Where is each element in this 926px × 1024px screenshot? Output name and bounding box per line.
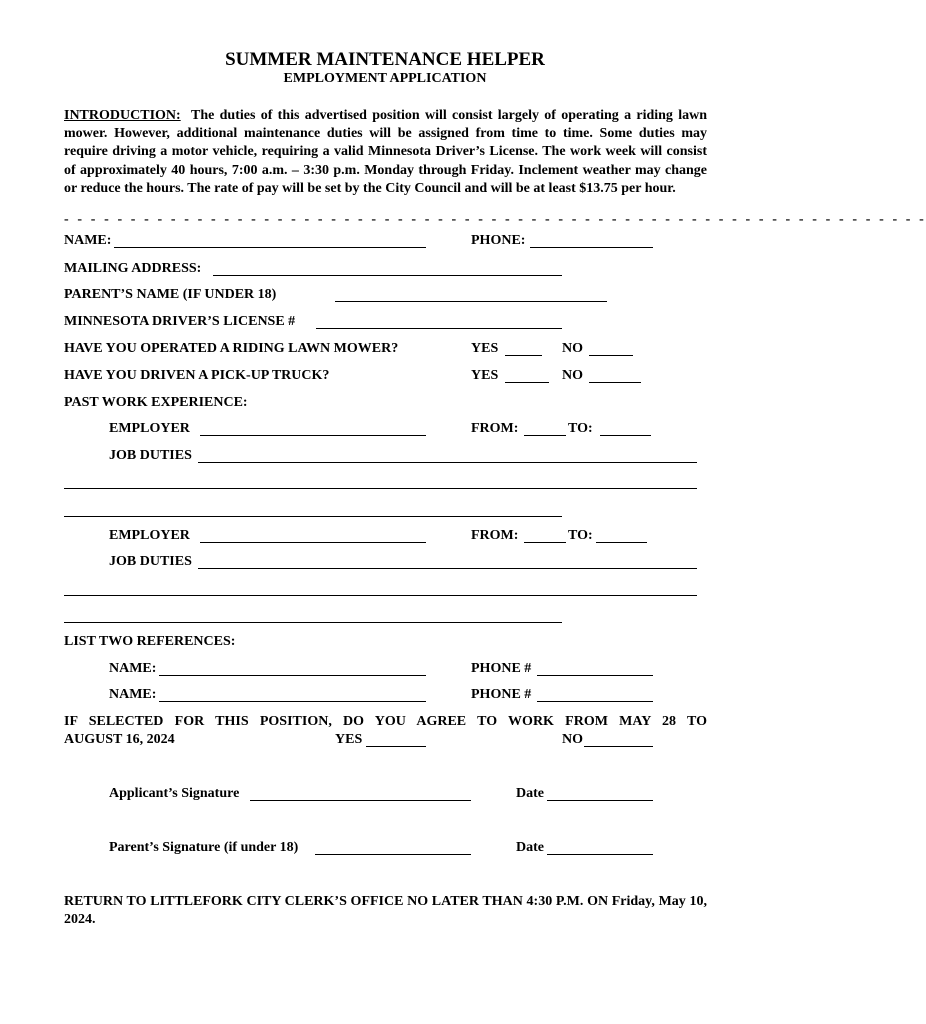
employer-1-to-field[interactable] bbox=[600, 435, 651, 436]
drivers-license-field[interactable] bbox=[316, 328, 562, 329]
employer-1-field[interactable] bbox=[200, 435, 426, 436]
job-duties-2-line-2[interactable] bbox=[64, 595, 697, 596]
document-subtitle: EMPLOYMENT APPLICATION bbox=[283, 71, 487, 86]
job-duties-2-line-3[interactable] bbox=[64, 622, 562, 623]
parent-date-label: Date bbox=[516, 840, 544, 855]
agreement-no-label: NO bbox=[562, 732, 583, 747]
phone-field[interactable] bbox=[530, 247, 653, 248]
parent-signature-field[interactable] bbox=[315, 854, 471, 855]
mailing-address-field[interactable] bbox=[213, 275, 562, 276]
mower-no-label: NO bbox=[562, 341, 583, 356]
employer-1-from-label: FROM: bbox=[471, 421, 519, 436]
mower-yes-field[interactable] bbox=[505, 355, 542, 356]
agreement-question-dates: AUGUST 16, 2024 bbox=[64, 732, 175, 747]
applicant-date-label: Date bbox=[516, 786, 544, 801]
mower-question: HAVE YOU OPERATED A RIDING LAWN MOWER? bbox=[64, 341, 399, 356]
return-instructions: RETURN TO LITTLEFORK CITY CLERK’S OFFICE NO LATER THAN 4:30 P.M. ON Friday, May 10, 2024. bbox=[64, 894, 707, 927]
agreement-no-field[interactable] bbox=[584, 746, 653, 747]
employer-2-from-label: FROM: bbox=[471, 528, 519, 543]
introduction-paragraph bbox=[64, 107, 707, 198]
name-label: NAME: bbox=[64, 233, 112, 248]
name-field[interactable] bbox=[114, 247, 426, 248]
parent-name-field[interactable] bbox=[335, 301, 607, 302]
truck-no-field[interactable] bbox=[589, 382, 641, 383]
reference-1-name-label: NAME: bbox=[109, 661, 157, 676]
applicant-date-field[interactable] bbox=[547, 800, 653, 801]
job-duties-2-label: JOB DUTIES bbox=[109, 554, 192, 569]
agreement-yes-label: YES bbox=[335, 732, 363, 747]
employer-2-to-field[interactable] bbox=[596, 542, 647, 543]
job-duties-1-label: JOB DUTIES bbox=[109, 448, 192, 463]
mower-no-field[interactable] bbox=[589, 355, 633, 356]
drivers-license-label: MINNESOTA DRIVER’S LICENSE # bbox=[64, 314, 296, 329]
agreement-question: IF SELECTED FOR THIS POSITION, DO YOU AGREE TO WORK FROM MAY 28 TO bbox=[64, 714, 707, 729]
applicant-signature-field[interactable] bbox=[250, 800, 471, 801]
reference-2-name-label: NAME: bbox=[109, 687, 157, 702]
truck-question: HAVE YOU DRIVEN A PICK-UP TRUCK? bbox=[64, 368, 330, 383]
introduction-label: INTRODUCTION: bbox=[64, 108, 181, 123]
introduction-text: The duties of this advertised position will consist largely of operating a riding lawn mower. However, additional maintenance duties will be assigned from time to time. Some duties may require driving a motor vehicle, requiring a valid Minnesota Driver’s License. The work week will consist of approximately 40 hours, 7:00 a.m. – 3:30 p.m. Monday through Friday. Inclement weather may change or reduce the hours. The rate of pay will be set by the City Council and will be at least $13.75 per hour. bbox=[64, 108, 708, 196]
document-title: SUMMER MAINTENANCE HELPER bbox=[225, 49, 545, 70]
employer-2-to-label: TO: bbox=[568, 528, 593, 543]
reference-2-phone-field[interactable] bbox=[537, 701, 653, 702]
separator-line: - - - - - - - - - - - - - - - - - - - - - - - - - - - - - - - - - - - - - - - - - - - - - - - - - - - - - - - - - - - - - - - - - bbox=[64, 212, 926, 227]
truck-no-label: NO bbox=[562, 368, 583, 383]
reference-2-name-field[interactable] bbox=[159, 701, 426, 702]
job-duties-2-line-1[interactable] bbox=[198, 568, 697, 569]
applicant-signature-label: Applicant’s Signature bbox=[109, 786, 240, 801]
agreement-yes-field[interactable] bbox=[366, 746, 426, 747]
parent-date-field[interactable] bbox=[547, 854, 653, 855]
reference-1-phone-label: PHONE # bbox=[471, 661, 532, 676]
employer-2-label: EMPLOYER bbox=[109, 528, 190, 543]
employer-1-to-label: TO: bbox=[568, 421, 593, 436]
job-duties-1-line-1[interactable] bbox=[198, 462, 697, 463]
reference-1-name-field[interactable] bbox=[159, 675, 426, 676]
truck-yes-field[interactable] bbox=[505, 382, 549, 383]
phone-label: PHONE: bbox=[471, 233, 526, 248]
job-duties-1-line-2[interactable] bbox=[64, 488, 697, 489]
employer-1-from-field[interactable] bbox=[524, 435, 566, 436]
parent-name-label: PARENT’S NAME (IF UNDER 18) bbox=[64, 287, 277, 302]
employer-2-from-field[interactable] bbox=[524, 542, 566, 543]
references-label: LIST TWO REFERENCES: bbox=[64, 634, 236, 649]
reference-2-phone-label: PHONE # bbox=[471, 687, 532, 702]
reference-1-phone-field[interactable] bbox=[537, 675, 653, 676]
employer-1-label: EMPLOYER bbox=[109, 421, 190, 436]
mailing-address-label: MAILING ADDRESS: bbox=[64, 261, 202, 276]
job-duties-1-line-3[interactable] bbox=[64, 516, 562, 517]
past-work-label: PAST WORK EXPERIENCE: bbox=[64, 395, 248, 410]
employer-2-field[interactable] bbox=[200, 542, 426, 543]
parent-signature-label: Parent’s Signature (if under 18) bbox=[109, 840, 299, 855]
truck-yes-label: YES bbox=[471, 368, 499, 383]
mower-yes-label: YES bbox=[471, 341, 499, 356]
